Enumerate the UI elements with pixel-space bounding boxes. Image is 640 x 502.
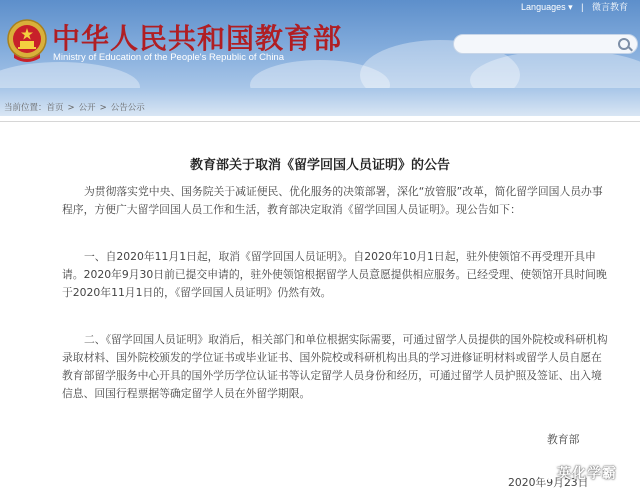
weiyan-education-link[interactable]: 微言教育 xyxy=(591,2,628,12)
wechat-logo-icon xyxy=(535,463,555,481)
languages-link[interactable]: Languages ▾ xyxy=(521,2,573,12)
site-title-english: Ministry of Education of the People's Republic of China xyxy=(53,52,284,63)
header-cloud xyxy=(0,62,140,88)
article-paragraph-intro: 为贯彻落实党中央、国务院关于减证便民、优化服务的决策部署，深化“放管服”改革，简化留学回国人员办事程序，方便广大留学回国人员工作和生活，教育部决定取消《留学回国人员证明》。现公告如下： xyxy=(62,185,603,216)
breadcrumb-home-link[interactable]: 首页 xyxy=(46,103,64,113)
national-emblem-icon[interactable] xyxy=(6,18,48,64)
breadcrumb-separator: > xyxy=(99,103,107,113)
top-links-separator: | xyxy=(581,2,584,12)
site-title[interactable]: 中华人民共和国教育部 xyxy=(52,22,343,55)
breadcrumb-prefix: 当前位置： xyxy=(4,103,47,113)
article-container xyxy=(0,121,640,502)
article-paragraph-2: 二、《留学回国人员证明》取消后，相关部门和单位根据实际需要，可通过留学人员提供的国外院校或科研机构录取材料、国外院校颁发的学位证书或毕业证书、国外院校或科研机构出具的学习进修证明材料或留学人员自愿在教育部留学服务中心开具的国外学历学位认证书等认定留学人员身份和经历，可通过留学人员护照及签证、出入境信息、回国行程票据等确定留学人员在外留学期限。 xyxy=(62,333,608,400)
breadcrumb xyxy=(4,101,145,113)
top-links xyxy=(515,0,628,13)
article-title: 教育部关于取消《留学回国人员证明》的公告 xyxy=(189,158,450,173)
article-signature: 教育部 xyxy=(547,433,580,446)
breadcrumb-separator: > xyxy=(67,103,75,113)
site-header xyxy=(0,0,640,88)
article-paragraph-1: 一、自2020年11月1日起，取消《留学回国人员证明》。自2020年10月1日起，驻外使领馆不再受理开具申请。2020年9月30日前已提交申请的，驻外使领馆根据留学人员意愿提供相应服务。已经受理、使领馆开具时间晚于2020年11月1日的，《留学回国人员证明》仍然有效。 xyxy=(62,250,607,299)
watermark-text: 英化学霸 xyxy=(557,466,617,482)
breadcrumb-public-link[interactable]: 公开 xyxy=(78,103,96,113)
article-date: 2020年9月23日 xyxy=(508,476,589,489)
watermark xyxy=(533,457,637,497)
search-icon[interactable] xyxy=(618,38,630,50)
search-input[interactable] xyxy=(453,34,638,54)
breadcrumb-announcements-link[interactable]: 公告公示 xyxy=(110,103,145,113)
